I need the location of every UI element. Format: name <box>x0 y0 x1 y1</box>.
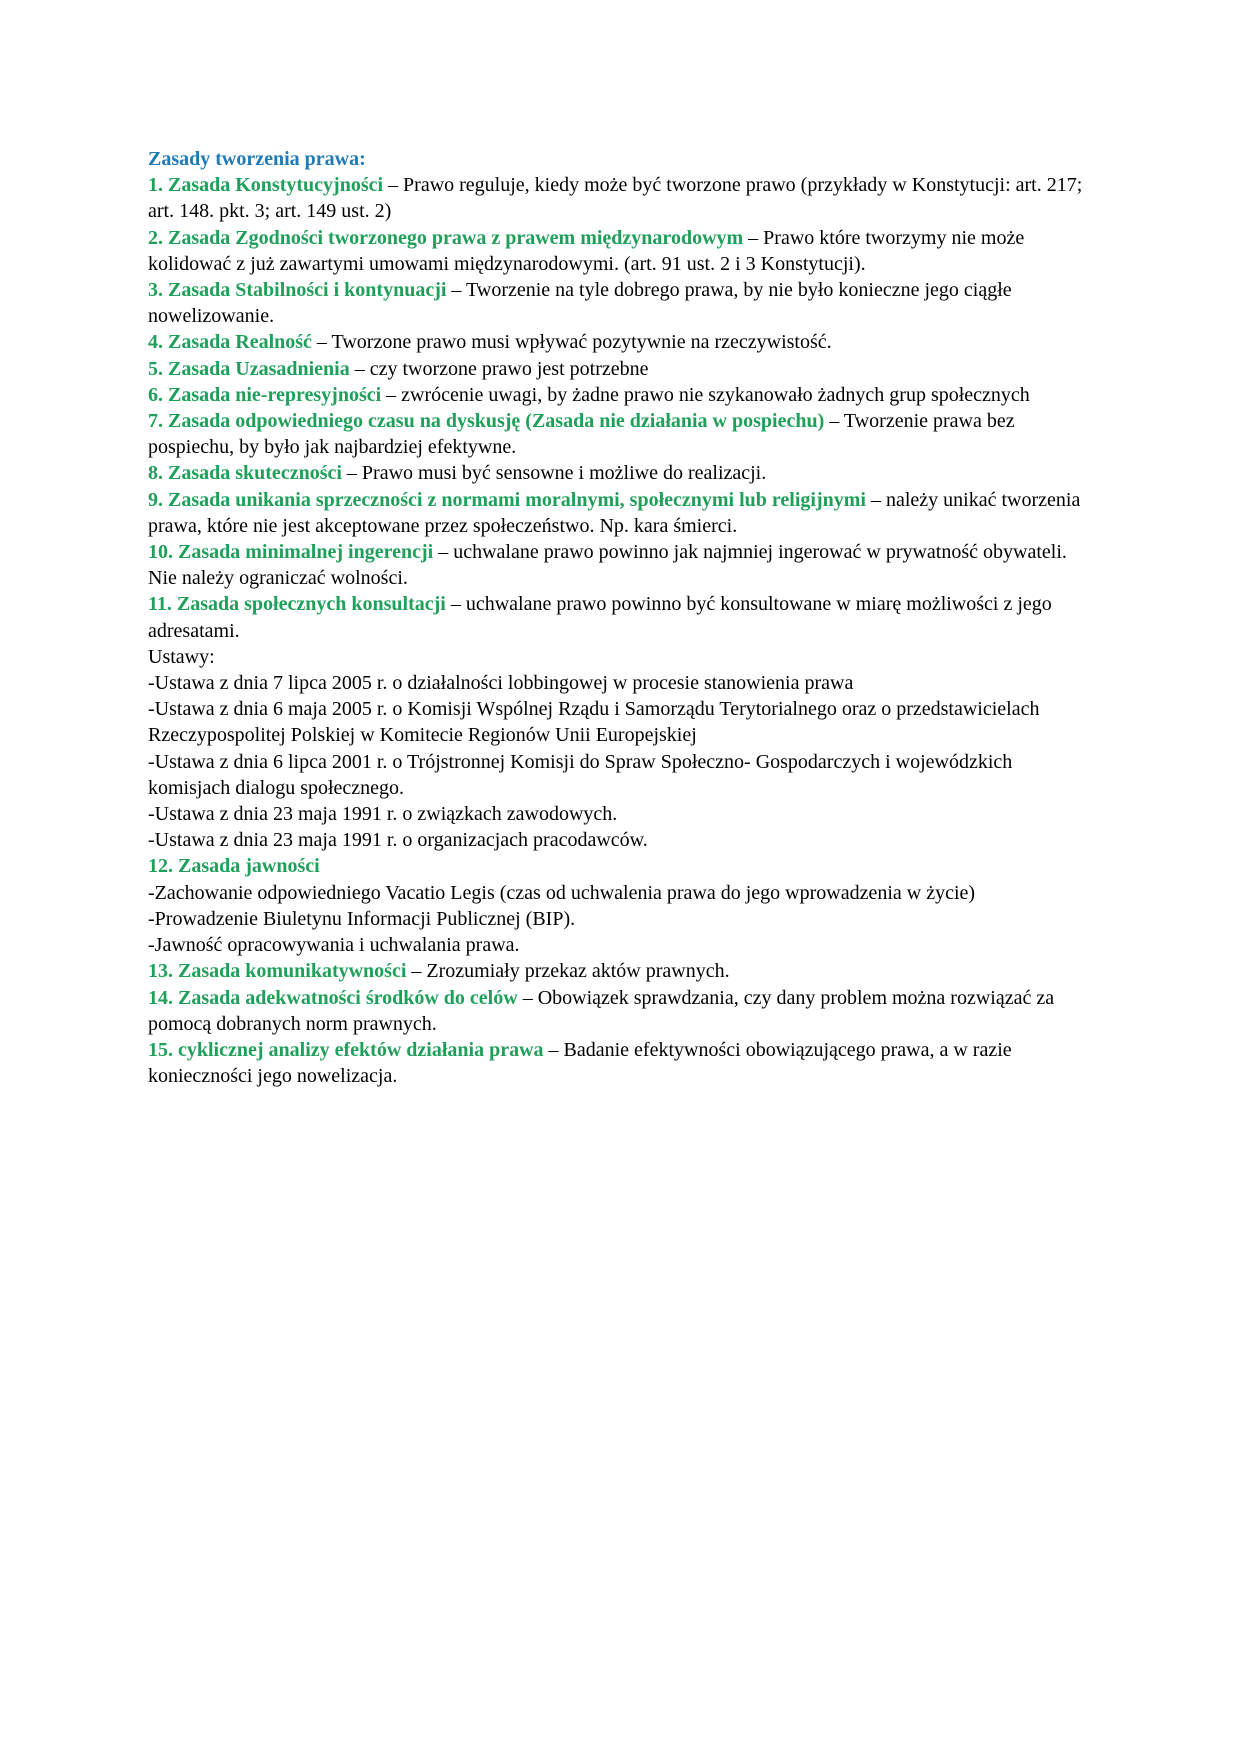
law-item: -Ustawa z dnia 23 maja 1991 r. o związkach zawodowych. <box>148 803 618 826</box>
principle-item <box>148 382 1098 408</box>
principles-list-b <box>148 958 1098 1089</box>
principle-title: 10. Zasada minimalnej ingerencji <box>148 541 434 564</box>
principle-text: – należy unikać tworzenia prawa, które nie jest akceptowane przez społeczeństwo. Np. kara śmierci. <box>148 488 1081 537</box>
laws-label: Ustawy: <box>148 645 215 668</box>
principle-item <box>148 277 1098 329</box>
principle-item <box>148 225 1098 277</box>
principle-item <box>148 356 1098 382</box>
principle-title: 13. Zasada komunikatywności <box>148 960 407 983</box>
laws-list <box>148 670 1098 853</box>
principle-text: – Badanie efektywności obowiązującego prawa, a w razie konieczności jego nowelizacja. <box>148 1038 1012 1088</box>
principle-item <box>148 487 1098 539</box>
law-item: -Ustawa z dnia 7 lipca 2005 r. o działalności lobbingowej w procesie stanowienia prawa <box>148 672 854 695</box>
principle-title: 11. Zasada społecznych konsultacji <box>148 593 446 616</box>
principle-text: – Zrozumiały przekaz aktów prawnych. <box>406 960 730 983</box>
principle-text: – czy tworzone prawo jest potrzebne <box>349 357 649 380</box>
principle-text: – Prawo które tworzymy nie może kolidować z już zawartymi umowami międzynarodowymi. (art. 91 ust. 2 i 3 Konstytucji). <box>148 226 1025 275</box>
principle-item <box>148 958 1098 984</box>
principle-text: – Prawo musi być sensowne i możliwe do realizacji. <box>341 462 767 485</box>
principle-title: 12. Zasada jawności <box>148 855 320 878</box>
principle-title: 2. Zasada Zgodności tworzonego prawa z prawem międzynarodowym <box>148 226 744 249</box>
principle-item <box>148 408 1098 460</box>
principle-title: 6. Zasada nie-represyjności <box>148 383 382 406</box>
law-item: -Ustawa z dnia 6 lipca 2001 r. o Trójstronnej Komisji do Spraw Społeczno- Gospodarczych i wojewódzkich komisjach dialogu społecznego. <box>148 750 1013 799</box>
principle-title: 3. Zasada Stabilności i kontynuacji <box>148 279 447 302</box>
principle-text: – zwrócenie uwagi, by żadne prawo nie szykanowało żadnych grup społecznych <box>381 383 1030 406</box>
principle-item <box>148 329 1098 355</box>
principle-item <box>148 460 1098 486</box>
principle-title: 7. Zasada odpowiedniego czasu na dyskusję (Zasada nie działania w pospiechu) <box>148 410 825 433</box>
principle-text: – uchwalane prawo powinno być konsultowane w miarę możliwości z jego adresatami. <box>148 593 1052 642</box>
principle-title: 15. cyklicznej analizy efektów działania prawa <box>148 1038 544 1061</box>
jawnosc-list <box>148 880 1098 959</box>
principle-title: 14. Zasada adekwatności środków do celów <box>148 986 518 1009</box>
principle-text: – Prawo reguluje, kiedy może być tworzone prawo (przykłady w Konstytucji: art. 217; art. 148. pkt. 3; art. 149 ust. 2) <box>148 174 1083 223</box>
jawnosc-item: -Jawność opracowywania i uchwalania prawa. <box>148 934 520 957</box>
principle-text: – Tworzone prawo musi wpływać pozytywnie na rzeczywistość. <box>311 331 832 354</box>
document-heading: Zasady tworzenia prawa: <box>148 148 366 170</box>
jawnosc-item: -Prowadzenie Biuletynu Informacji Publicznej (BIP). <box>148 907 576 930</box>
principle-item <box>148 591 1098 643</box>
principle-text: – Tworzenie prawa bez pospiechu, by było jak najbardziej efektywne. <box>148 410 1015 459</box>
principle-item <box>148 172 1098 224</box>
principle-item <box>148 1037 1098 1089</box>
principle-item <box>148 985 1098 1037</box>
jawnosc-item: -Zachowanie odpowiedniego Vacatio Legis (czas od uchwalenia prawa do jego wprowadzenia w życie) <box>148 881 976 904</box>
principle-item <box>148 539 1098 591</box>
law-item: -Ustawa z dnia 23 maja 1991 r. o organizacjach pracodawców. <box>148 829 648 852</box>
principle-title: 9. Zasada unikania sprzeczności z normami moralnymi, społecznymi lub religijnymi <box>148 488 866 511</box>
principle-text: – Obowiązek sprawdzania, czy dany problem można rozwiązać za pomocą dobranych norm prawnych. <box>148 986 1055 1035</box>
principle-title: 4. Zasada Realność <box>148 331 312 354</box>
principle-item <box>148 853 1098 879</box>
law-item: -Ustawa z dnia 6 maja 2005 r. o Komisji Wspólnej Rządu i Samorządu Terytorialnego oraz o przedstawicielach Rzeczypospolitej Polskiej w Komitecie Regionów Unii Europejskiej <box>148 698 1040 747</box>
principle-text: – uchwalane prawo powinno jak najmniej ingerować w prywatność obywateli. Nie należy ograniczać wolności. <box>148 541 1067 590</box>
principle-title: 1. Zasada Konstytucyjności <box>148 174 384 197</box>
principle-text: – Tworzenie na tyle dobrego prawa, by nie było konieczne jego ciągłe nowelizowanie. <box>148 279 1012 328</box>
principle-title: 5. Zasada Uzasadnienia <box>148 357 350 380</box>
principle-title: 8. Zasada skuteczności <box>148 462 342 485</box>
document-page <box>148 146 1098 1089</box>
principles-list-a <box>148 172 1098 644</box>
